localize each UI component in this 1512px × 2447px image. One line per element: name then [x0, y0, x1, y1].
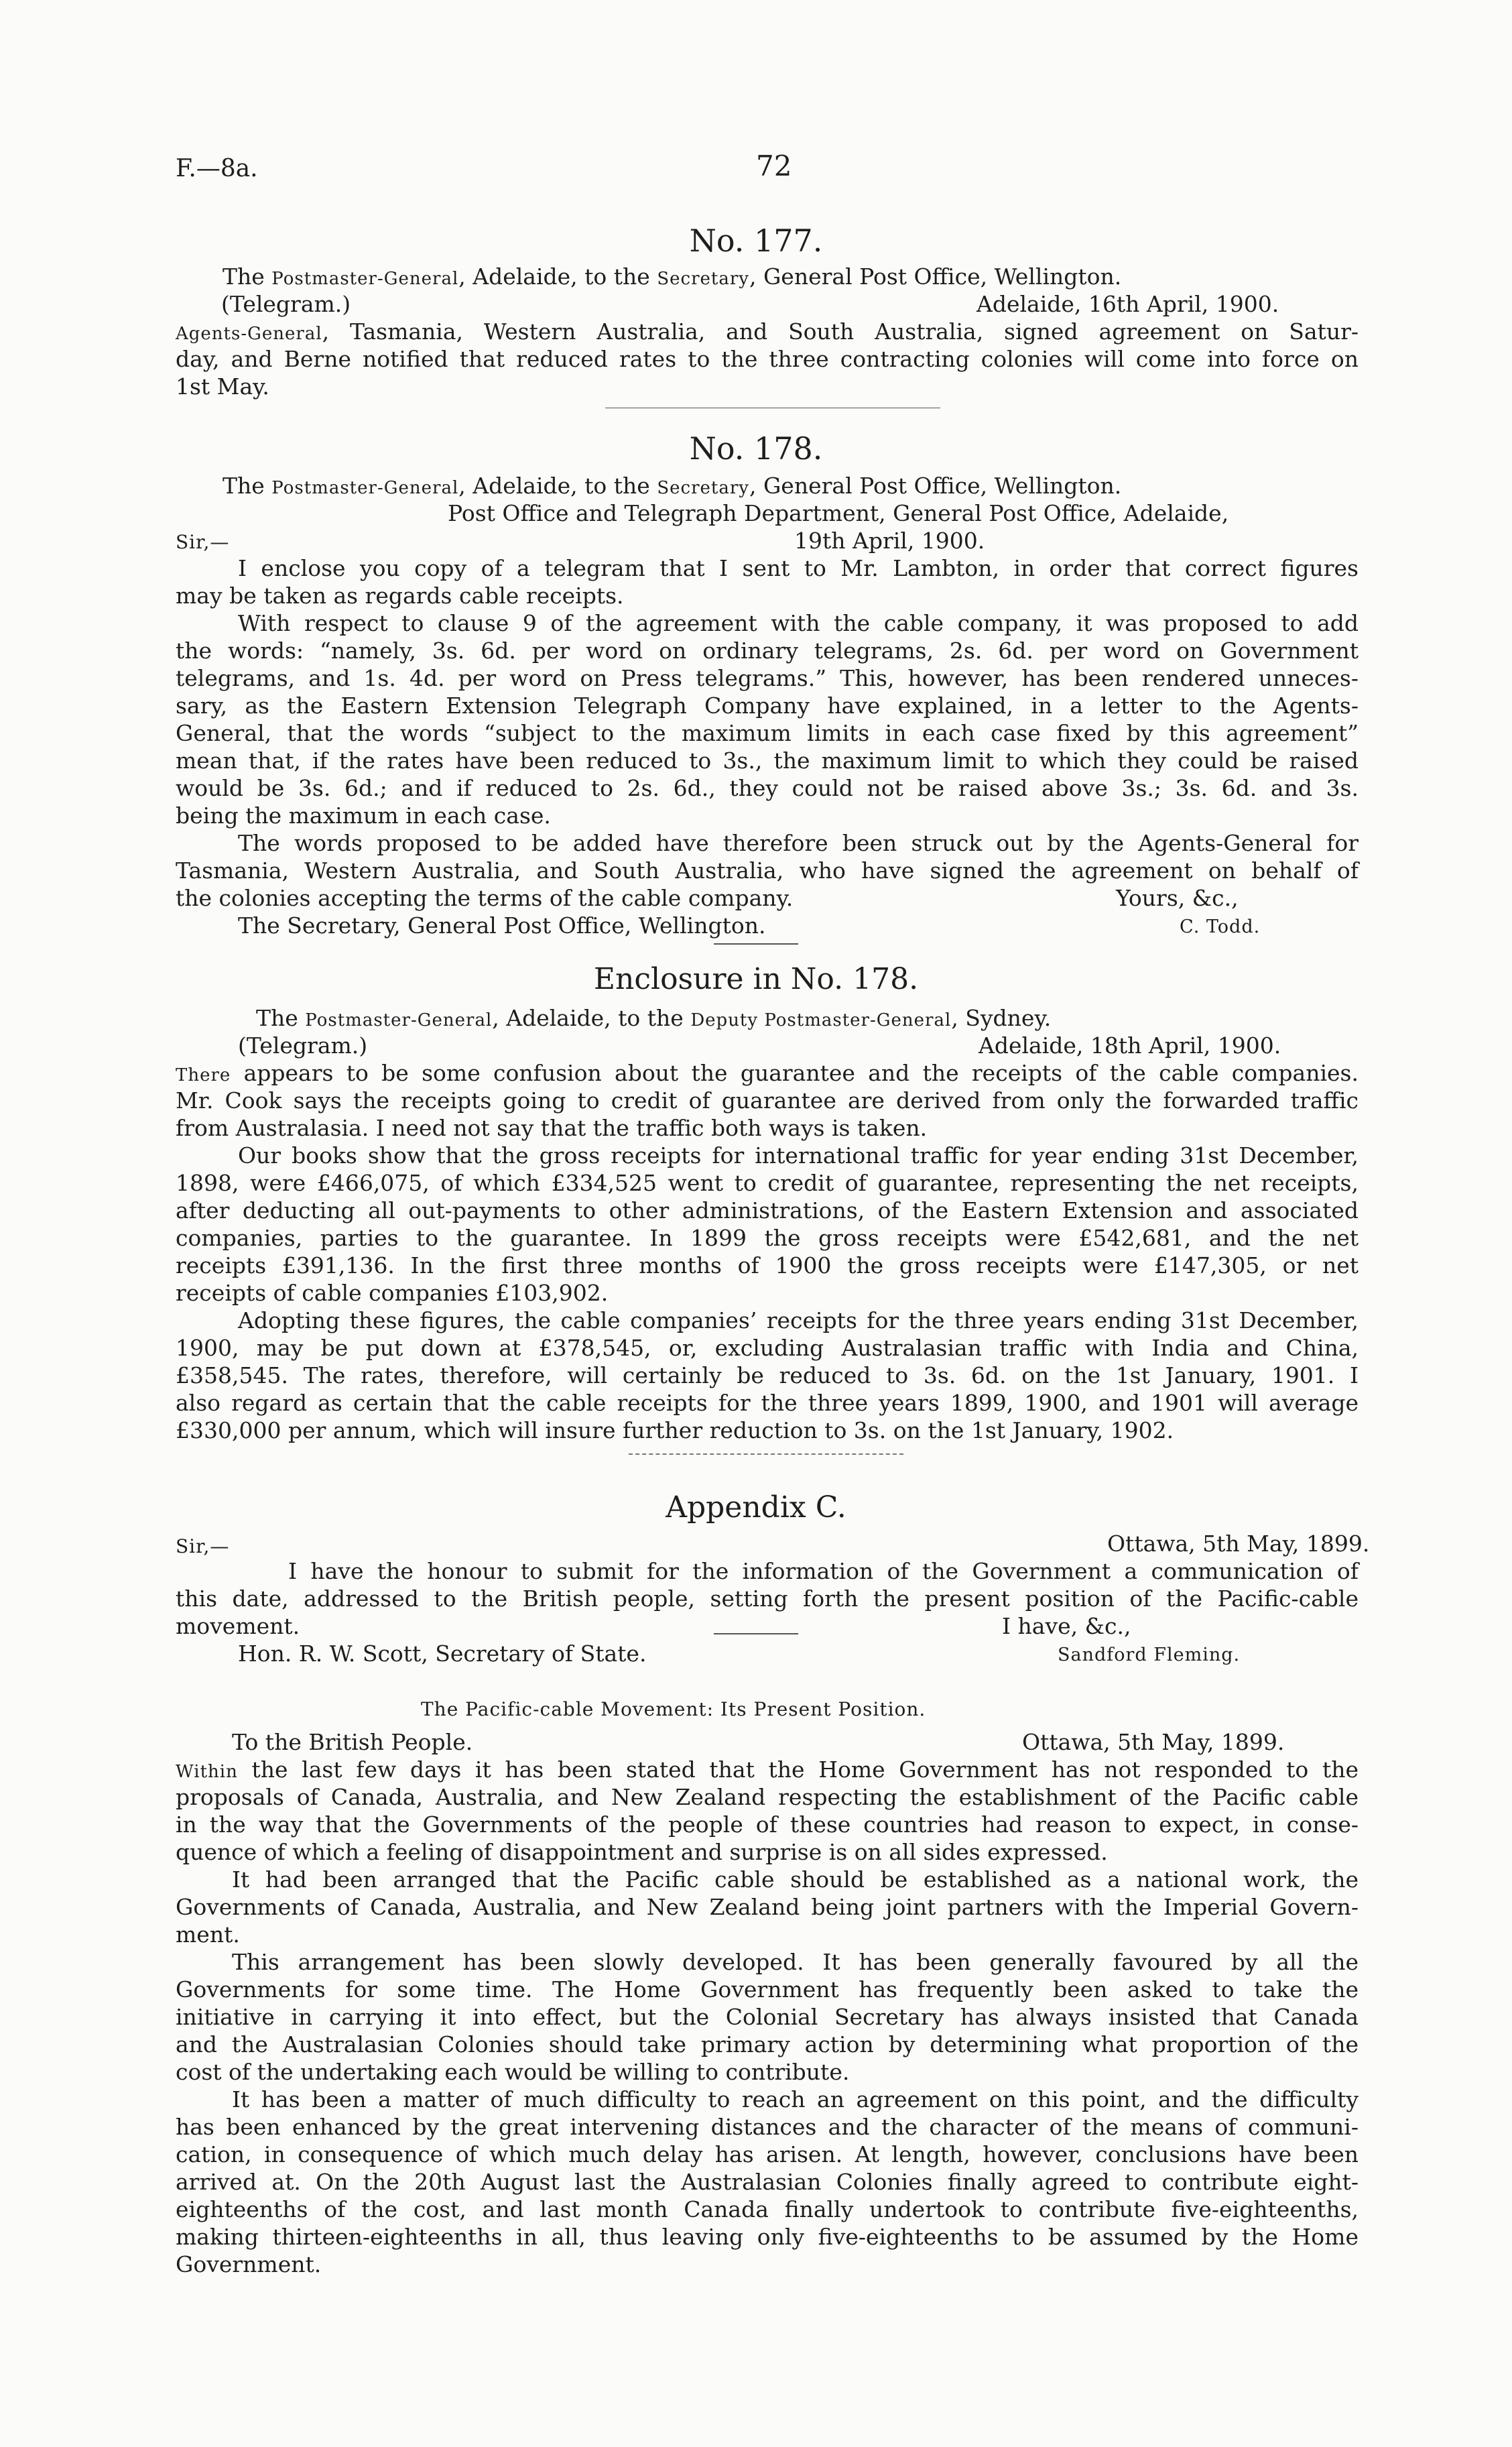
signature: C. Todd.: [1180, 916, 1261, 937]
paragraph-line: 1st May.: [176, 373, 269, 400]
paragraph-line: day, and Berne notified that reduced rates to the three contracting colonies will come into force on: [176, 346, 1359, 372]
paragraph-line: It had been arranged that the Pacific cable should be established as a national work, the: [232, 1866, 1359, 1893]
address-line: To the British People.: [232, 1729, 473, 1755]
date-line: Ottawa, 5th May, 1899.: [1022, 1729, 1285, 1755]
paragraph-line: Government.: [176, 2251, 322, 2277]
date-line: Adelaide, 16th April, 1900.: [976, 291, 1279, 317]
route-line-178: The Postmaster-General, Adelaide, to the Secretary, General Post Office, Wellington.: [223, 473, 1122, 499]
paragraph-line: receipts £391,136. In the first three months of 1900 the gross receipts were £147,305, or net: [176, 1252, 1359, 1278]
paragraph-line: the words: “namely, 3s. 6d. per word on ordinary telegrams, 2s. 6d. per word on Government: [176, 638, 1359, 664]
paragraph-line: receipts of cable companies £103,902.: [176, 1280, 609, 1306]
paragraph-line: 1898, were £466,075, of which £334,525 went to credit of guarantee, representing the net receipts,: [176, 1170, 1359, 1196]
section-divider: [629, 1453, 903, 1455]
salutation: Sir,—: [176, 531, 230, 553]
page-number: 72: [756, 150, 792, 182]
paragraph-line: Mr. Cook says the receipts going to credit of guarantee are derived from only the forwarded traffic: [176, 1087, 1359, 1114]
paragraph-line: eighteenths of the cost, and last month Canada finally undertook to contribute five-eighteenths,: [176, 2196, 1359, 2222]
office-line: Post Office and Telegraph Department, General Post Office, Adelaide,: [448, 500, 1229, 526]
paragraph-line: arrived at. On the 20th August last the Australasian Colonies finally agreed to contribute eight-: [176, 2169, 1359, 2195]
salutation: Sir,—: [176, 1535, 230, 1557]
paragraph-line: quence of which a feeling of disappointment and surprise is on all sides expressed.: [176, 1839, 1108, 1865]
paragraph-line: There appears to be some confusion about the guarantee and the receipts of the cable companies.: [176, 1060, 1359, 1086]
paragraph-line: cost of the undertaking each would be willing to contribute.: [176, 2059, 850, 2085]
paragraph-line: I have the honour to submit for the information of the Government a communication of: [288, 1558, 1359, 1584]
paragraph-line: initiative in carrying it into effect, but the Colonial Secretary has always insisted that Canada: [176, 2004, 1359, 2030]
paragraph-line: Tasmania, Western Australia, and South Australia, who have signed the agreement on behalf of: [176, 857, 1359, 884]
paragraph-line: General, that the words “subject to the maximum limits in each case fixed by this agreement”: [176, 720, 1359, 746]
signature: Sandford Fleming.: [1058, 1645, 1241, 1665]
date-line: 19th April, 1900.: [794, 528, 985, 554]
addressee: Hon. R. W. Scott, Secretary of State.: [238, 1640, 647, 1667]
paragraph-line: £330,000 per annum, which will insure further reduction to 3s. on the 1st January, 1902.: [176, 1417, 1174, 1443]
closing: I have, &c.,: [1002, 1613, 1131, 1639]
paragraph-line: telegrams, and 1s. 4d. per word on Press telegrams.” This, however, has been rendered unneces-: [176, 665, 1359, 691]
paragraph-line: I enclose you copy of a telegram that I sent to Mr. Lambton, in order that correct figures: [238, 555, 1359, 581]
route-line-enclosure: The Postmaster-General, Adelaide, to the Deputy Postmaster-General, Sydney.: [256, 1005, 1052, 1031]
section-divider: [714, 943, 798, 945]
paragraph-line: Within the last few days it has been stated that the Home Government has not responded to the: [176, 1756, 1359, 1783]
paragraph-line: in the way that the Governments of the people of these countries had reason to expect, in conse-: [176, 1811, 1359, 1838]
paragraph-line: from Australasia. I need not say that the traffic both ways is taken.: [176, 1115, 928, 1141]
heading-appendix-c: Appendix C.: [666, 1490, 846, 1525]
telegram-label: (Telegram.): [238, 1032, 368, 1059]
route-line-177: The Postmaster-General, Adelaide, to the Secretary, General Post Office, Wellington.: [223, 263, 1122, 290]
paragraph-line: companies, parties to the guarantee. In 1899 the gross receipts were £542,681, and the net: [176, 1225, 1359, 1251]
paragraph-line: also regard as certain that the cable receipts for the three years 1899, 1900, and 1901 will average: [176, 1390, 1359, 1416]
telegram-label: (Telegram.): [221, 291, 351, 317]
paragraph-line: after deducting all out-payments to other administrations, of the Eastern Extension and associated: [176, 1197, 1359, 1224]
paragraph-line: Adopting these figures, the cable companies’ receipts for the three years ending 31st December,: [238, 1307, 1359, 1333]
paragraph-line: making thirteen-eighteenths in all, thus leaving only five-eighteenths to be assumed by the Home: [176, 2224, 1359, 2250]
paragraph-line: With respect to clause 9 of the agreement with the cable company, it was proposed to add: [238, 610, 1359, 636]
paragraph-line: mean that, if the rates have been reduced to 3s., the maximum limit to which they could be raised: [176, 748, 1359, 774]
paragraph-line: Our books show that the gross receipts for international traffic for year ending 31st December,: [238, 1142, 1359, 1169]
paragraph-line: It has been a matter of much difficulty to reach an agreement on this point, and the difficulty: [232, 2086, 1359, 2112]
paragraph-line: and the Australasian Colonies should take primary action by determining what proportion of the: [176, 2031, 1359, 2057]
closing: Yours, &c.,: [1116, 885, 1239, 911]
paragraph-line: cation, in consequence of which much delay has arisen. At length, however, conclusions have been: [176, 2141, 1359, 2167]
paragraph-line: ment.: [176, 1921, 240, 1948]
paragraph-line: Agents-General, Tasmania, Western Australia, and South Australia, signed agreement on Satur-: [176, 318, 1359, 345]
paragraph-line: £358,545. The rates, therefore, will certainly be reduced to 3s. 6d. on the 1st January, 1901. I: [176, 1362, 1359, 1388]
paragraph-line: proposals of Canada, Australia, and New Zealand respecting the establishment of the Pacific cable: [176, 1784, 1359, 1810]
addressee: The Secretary, General Post Office, Wellington.: [238, 912, 766, 939]
paragraph-line: has been enhanced by the great intervening distances and the character of the means of communi-: [176, 2114, 1359, 2140]
document-reference: F.—8a.: [176, 155, 258, 182]
paragraph-line: 1900, may be put down at £378,545, or, excluding Australasian traffic with India and China,: [176, 1335, 1359, 1361]
paragraph-line: Governments for some time. The Home Government has frequently been asked to take the: [176, 1976, 1359, 2003]
paragraph-line: this date, addressed to the British people, setting forth the present position of the Pacific-cable: [176, 1586, 1359, 1612]
paragraph-line: This arrangement has been slowly developed. It has been generally favoured by all the: [232, 1949, 1359, 1975]
heading-no-178: No. 178.: [689, 430, 823, 467]
heading-enclosure: Enclosure in No. 178.: [593, 962, 919, 996]
date-line: Ottawa, 5th May, 1899.: [1107, 1531, 1370, 1557]
paragraph-line: would be 3s. 6d.; and if reduced to 2s. 6d., they could not be raised above 3s.; 3s. 6d. and 3s.: [176, 775, 1359, 801]
paragraph-line: sary, as the Eastern Extension Telegraph Company have explained, in a letter to the Agents-: [176, 693, 1359, 719]
paragraph-line: movement.: [176, 1613, 300, 1639]
paragraph-line: Governments of Canada, Australia, and New Zealand being joint partners with the Imperial Govern-: [176, 1894, 1359, 1920]
paragraph-line: being the maximum in each case.: [176, 802, 551, 829]
paragraph-line: the colonies accepting the terms of the cable company.: [176, 885, 794, 911]
section-divider: [714, 1633, 798, 1634]
date-line: Adelaide, 18th April, 1900.: [979, 1032, 1281, 1059]
paragraph-line: The words proposed to be added have therefore been struck out by the Agents-General for: [238, 830, 1359, 856]
paragraph-line: may be taken as regards cable receipts.: [176, 583, 624, 609]
subheading: The Pacific-cable Movement: Its Present Position.: [421, 1698, 926, 1720]
heading-no-177: No. 177.: [689, 223, 823, 259]
